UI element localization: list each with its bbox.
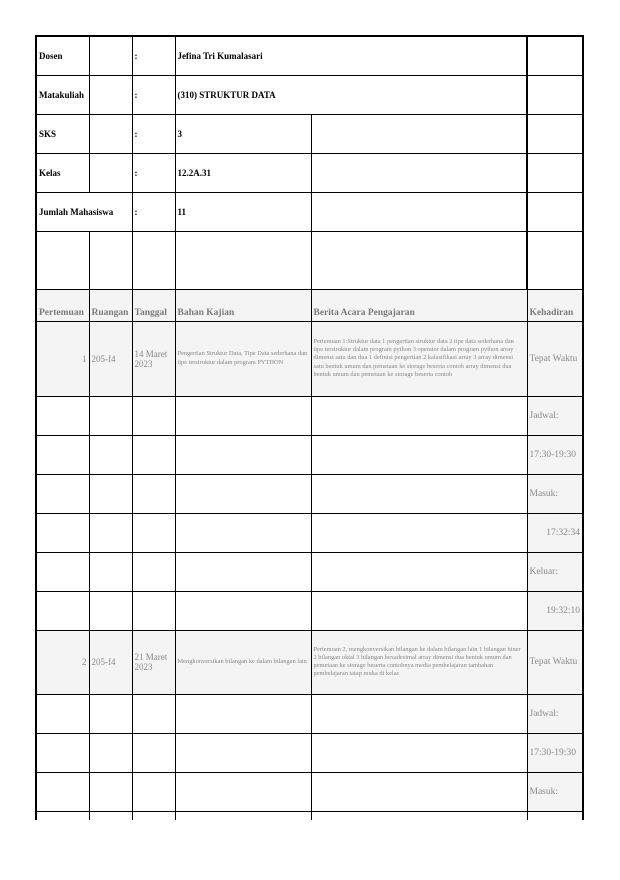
session-row: [36, 630, 583, 694]
matakuliah-colon: :: [132, 75, 175, 114]
session-berita: Pertemuan 2, mengkonversikan bilangan ke dalam bilangan lain 1 bilangan biner 2 bilangan oktal 3 bilangan hexadesimal array dimensi dua bentuk umum dan pemetaan ke storage beserta contohnya media pembelajaran tambahan pembelajaran tatap muka di kelas: [311, 630, 527, 694]
keluar-label: Keluar:: [527, 552, 583, 591]
session-bahan: Mengkonversikan bilangan ke dalam bilangan lain: [175, 630, 311, 694]
dosen-value: Jefina Tri Kumalasari: [175, 36, 527, 75]
session-status: Tepat Waktu: [527, 321, 583, 396]
session-berita: Pertemuan 1:Struktur data 1 pengertian struktur data 2 tipe data sederhana dan tipe terstruktur dalam program python 3 operator dalam program python array dimensi satu dan dua 1 definisi pengertian 2 kalasifikasi array 3 array dimensi satu bentuk umum dan pemetaan ke storage beserta contoh array dimensi dua bentuk umum dan pemetaan ke storage beserta contoh: [311, 321, 527, 396]
jadwal-label: Jadwal:: [527, 694, 583, 733]
session-detail-row: [36, 513, 583, 552]
session-bahan: Pengertian Struktur Data, Tipe Data sederhana dan tipe terstruktur dalam program PYTHON: [175, 321, 311, 396]
sks-colon: :: [132, 114, 175, 153]
row-kelas: [36, 153, 583, 192]
col-kehadiran: Kehadiran: [527, 289, 583, 321]
session-detail-row: [36, 474, 583, 513]
jadwal-value: 17:30-19:30: [527, 435, 583, 474]
jadwal-label: Jadwal:: [527, 396, 583, 435]
row-spacer: [36, 231, 583, 289]
session-row: [36, 321, 583, 396]
session-pertemuan: 2: [36, 630, 89, 694]
kelas-colon: :: [132, 153, 175, 192]
session-status: Tepat Waktu: [527, 630, 583, 694]
session-detail-row: [36, 591, 583, 630]
session-tanggal: 14 Maret 2023: [132, 321, 175, 396]
row-dosen: [36, 36, 583, 75]
column-header-row: [36, 289, 583, 321]
page-bottom-margin: [35, 820, 585, 880]
session-ruangan: 205-f4: [89, 321, 132, 396]
session-ruangan: 205-f4: [89, 630, 132, 694]
matakuliah-label: Matakuliah: [36, 75, 89, 114]
kelas-label: Kelas: [36, 153, 89, 192]
row-sks: [36, 114, 583, 153]
session-detail-row: [36, 772, 583, 811]
masuk-label: Masuk:: [527, 474, 583, 513]
session-detail-row: [36, 694, 583, 733]
col-pertemuan: Pertemuan: [36, 289, 89, 321]
session-pertemuan: 1: [36, 321, 89, 396]
attendance-sheet: [35, 35, 584, 832]
jumlah-label: Jumlah Mahasiswa: [36, 192, 132, 231]
kelas-value: 12.2A.31: [175, 153, 311, 192]
jadwal-value: 17:30-19:30: [527, 733, 583, 772]
session-detail-row: [36, 435, 583, 474]
session-detail-row: [36, 396, 583, 435]
col-berita: Berita Acara Pengajaran: [311, 289, 527, 321]
dosen-label: Dosen: [36, 36, 89, 75]
row-matakuliah: [36, 75, 583, 114]
keluar-value: 19:32:10: [527, 591, 583, 630]
sks-label: SKS: [36, 114, 89, 153]
matakuliah-value: (310) STRUKTUR DATA: [175, 75, 527, 114]
jumlah-value: 11: [175, 192, 311, 231]
session-tanggal: 21 Maret 2023: [132, 630, 175, 694]
jumlah-colon: :: [132, 192, 175, 231]
masuk-label: Masuk:: [527, 772, 583, 811]
row-jumlah: [36, 192, 583, 231]
masuk-value: 17:32:34: [527, 513, 583, 552]
dosen-colon: :: [132, 36, 175, 75]
col-tanggal: Tanggal: [132, 289, 175, 321]
session-detail-row: [36, 552, 583, 591]
col-bahan: Bahan Kajian: [175, 289, 311, 321]
sks-value: 3: [175, 114, 311, 153]
col-ruangan: Ruangan: [89, 289, 132, 321]
session-detail-row: [36, 733, 583, 772]
attendance-table: [35, 35, 584, 832]
